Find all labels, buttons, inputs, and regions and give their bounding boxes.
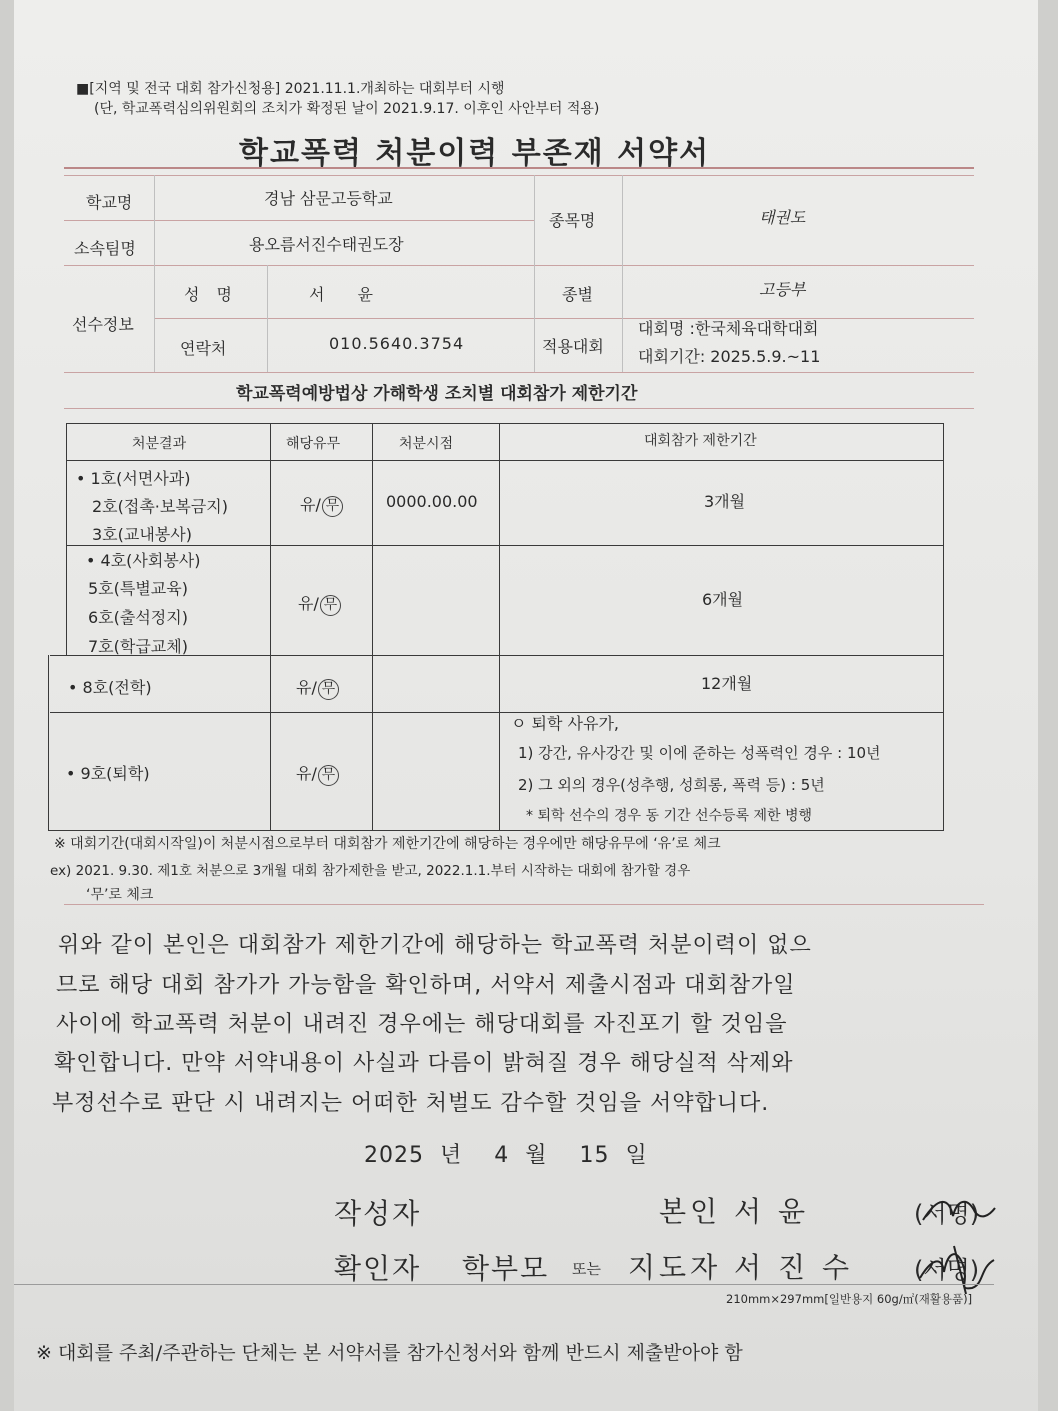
restriction-period: 3개월	[704, 492, 746, 511]
school-value: 경남 삼문고등학교	[264, 189, 393, 208]
team-label: 소속팀명	[74, 239, 136, 258]
confirm-signature-label: (서명)	[914, 1256, 980, 1284]
document-page: ■[지역 및 전국 대회 참가신청용] 2021.11.1.개최하는 대회부터 시행 (단, 학교폭력심의위원회의 조치가 확정된 날이 2021.9.17. 이후인 사안부터 적용) 학교폭력 처분이력 부존재 서약서 학교명 경남 삼문고등학교 소속팀명 용오름서진수태권도장 종목명 태권도 선수정보 성 명 서 윤 연락처 010.5640.3754 종별 고등부 적용대회 대회명 :한국체육대학대회 대회기간: 2025.5.9.~11 학교폭력예방법상 가해학생 조치별 대회참가 제한기간 처분결과 해당유무 처분시점 대회참가 제한기간 • 1호(서면사과) 2호(접촉·보복금지) 3호(교내봉사) 유/ 무 0000.00.00 3개월 • 4호(사회봉사) 5호(특별교육) 6호(출석정지) 7호(학급교체) 유/ 무 6개월 • 8호(전학) 유/ 무 12개월 • 9호(퇴학) 유/ 무 ㅇ 퇴학 사유가, 1) 강간, 유사강간 및 이에 준하는 성폭력인 경우 : 10년 2) 그 외의 경우(성추행, 성희롱, 폭력 등) : 5년 * 퇴학 선수의 경우 동 기간 선수등록 제한 병행 ※ 대회기간(대회시작일)이 처분시점으로부터 대회참가 제한기간에 해당하는 경우에만 해당유무에 ‘유’로 체크 ex) 2021. 9.30. 제1호 처분으로 3개월 대회 참가제한을 받고, 2022.1.1.부터 시작하는 대회에 참가할 경우 ‘무’로 체크 위와 같이 본인은 대회참가 제한기간에 해당하는 학교폭력 처분이력이 없으 므로 해당 대회 참가가 가능함을 확인하며, 서약서 제출시점과 대회참가일 사이에 학교폭력 처분이 내려진 경우에는 해당대회를 자진포기 할 것임을 확인합니다. 만약 서약내용이 사실과 다름이 밝혀질 경우 해당실적 삭제와 부정선수로 판단 시 내려지는 어떠한 처벌도 감수할 것임을 서약합니다. 2025 년 4 월 15 일 작성자 본인 서 윤 (서명) 확인자 학부모 또는 지도자 서 진 수 (서명) 210mm×297mm[일반용지 60g/㎡(재활용품)] ※ 대회를 주최/주관하는 단체는 본 서약서를 참가신청서와 함께 반드시 제출받아야 함	[14, 0, 1038, 1411]
applicable-mark: 유/ 무	[300, 492, 343, 517]
title-underline	[64, 167, 974, 169]
footer-note: ※ 대회를 주최/주관하는 단체는 본 서약서를 참가신청서와 함께 반드시 제출받아야 함	[36, 1342, 743, 1364]
writer-signature-label: (서명)	[914, 1200, 980, 1228]
restriction-period: 12개월	[701, 674, 753, 693]
contact-value: 010.5640.3754	[329, 334, 465, 353]
division-value: 고등부	[759, 280, 806, 299]
name-label: 성 명	[184, 285, 238, 304]
team-value: 용오름서진수태권도장	[249, 235, 404, 254]
note-example-cont: ‘무’로 체크	[86, 887, 154, 903]
confirm-or: 또는	[572, 1260, 601, 1278]
writer-label: 작성자	[334, 1197, 422, 1230]
table-header-date: 처분시점	[399, 436, 454, 452]
confirm-parent: 학부모	[462, 1252, 550, 1285]
table-header-period: 대회참가 제한기간	[644, 433, 757, 449]
note-example: ex) 2021. 9.30. 제1호 처분으로 3개월 대회 참가제한을 받고, 2022.1.1.부터 시작하는 대회에 참가할 경우	[50, 863, 691, 879]
school-label: 학교명	[86, 193, 133, 212]
confirm-signature-mark	[914, 1238, 1004, 1298]
section-title: 학교폭력예방법상 가해학생 조치별 대회참가 제한기간	[236, 384, 638, 404]
event-label: 종목명	[549, 211, 596, 230]
writer-name: 본인 서 윤	[659, 1195, 809, 1228]
header-note-2: (단, 학교폭력심의위원회의 조치가 확정된 날이 2021.9.17. 이후인 사안부터 적용)	[94, 101, 600, 117]
applicable-mark: 유/ 무	[296, 675, 339, 700]
competition-label: 적용대회	[542, 337, 604, 356]
applicable-mark: 유/ 무	[296, 761, 339, 786]
player-info-label: 선수정보	[72, 315, 134, 334]
contact-label: 연락처	[180, 339, 227, 358]
writer-signature-mark	[919, 1190, 999, 1230]
confirm-name: 지도자 서 진 수	[628, 1251, 853, 1284]
pledge-date: 2025 년 4 월 15 일	[364, 1143, 648, 1168]
table-header-result: 처분결과	[132, 436, 187, 452]
name-value: 서 윤	[309, 285, 387, 304]
table-header-applicable: 해당유무	[286, 436, 341, 452]
competition-name: 대회명 :한국체육대학대회	[638, 319, 819, 338]
paper-spec: 210mm×297mm[일반용지 60g/㎡(재활용품)]	[726, 1292, 973, 1306]
applicable-mark: 유/ 무	[298, 591, 341, 616]
division-label: 종별	[562, 285, 593, 304]
event-value: 태권도	[759, 208, 806, 227]
restriction-period: 6개월	[702, 590, 744, 609]
document-title: 학교폭력 처분이력 부존재 서약서	[239, 136, 711, 171]
note-checking-rule: ※ 대회기간(대회시작일)이 처분시점으로부터 대회참가 제한기간에 해당하는 경우에만 해당유무에 ‘유’로 체크	[54, 836, 721, 852]
header-note-1: ■[지역 및 전국 대회 참가신청용] 2021.11.1.개최하는 대회부터 시행	[76, 81, 505, 97]
confirm-label: 확인자	[334, 1252, 422, 1285]
disposition-date: 0000.00.00	[386, 492, 478, 511]
competition-period: 대회기간: 2025.5.9.~11	[638, 347, 821, 366]
